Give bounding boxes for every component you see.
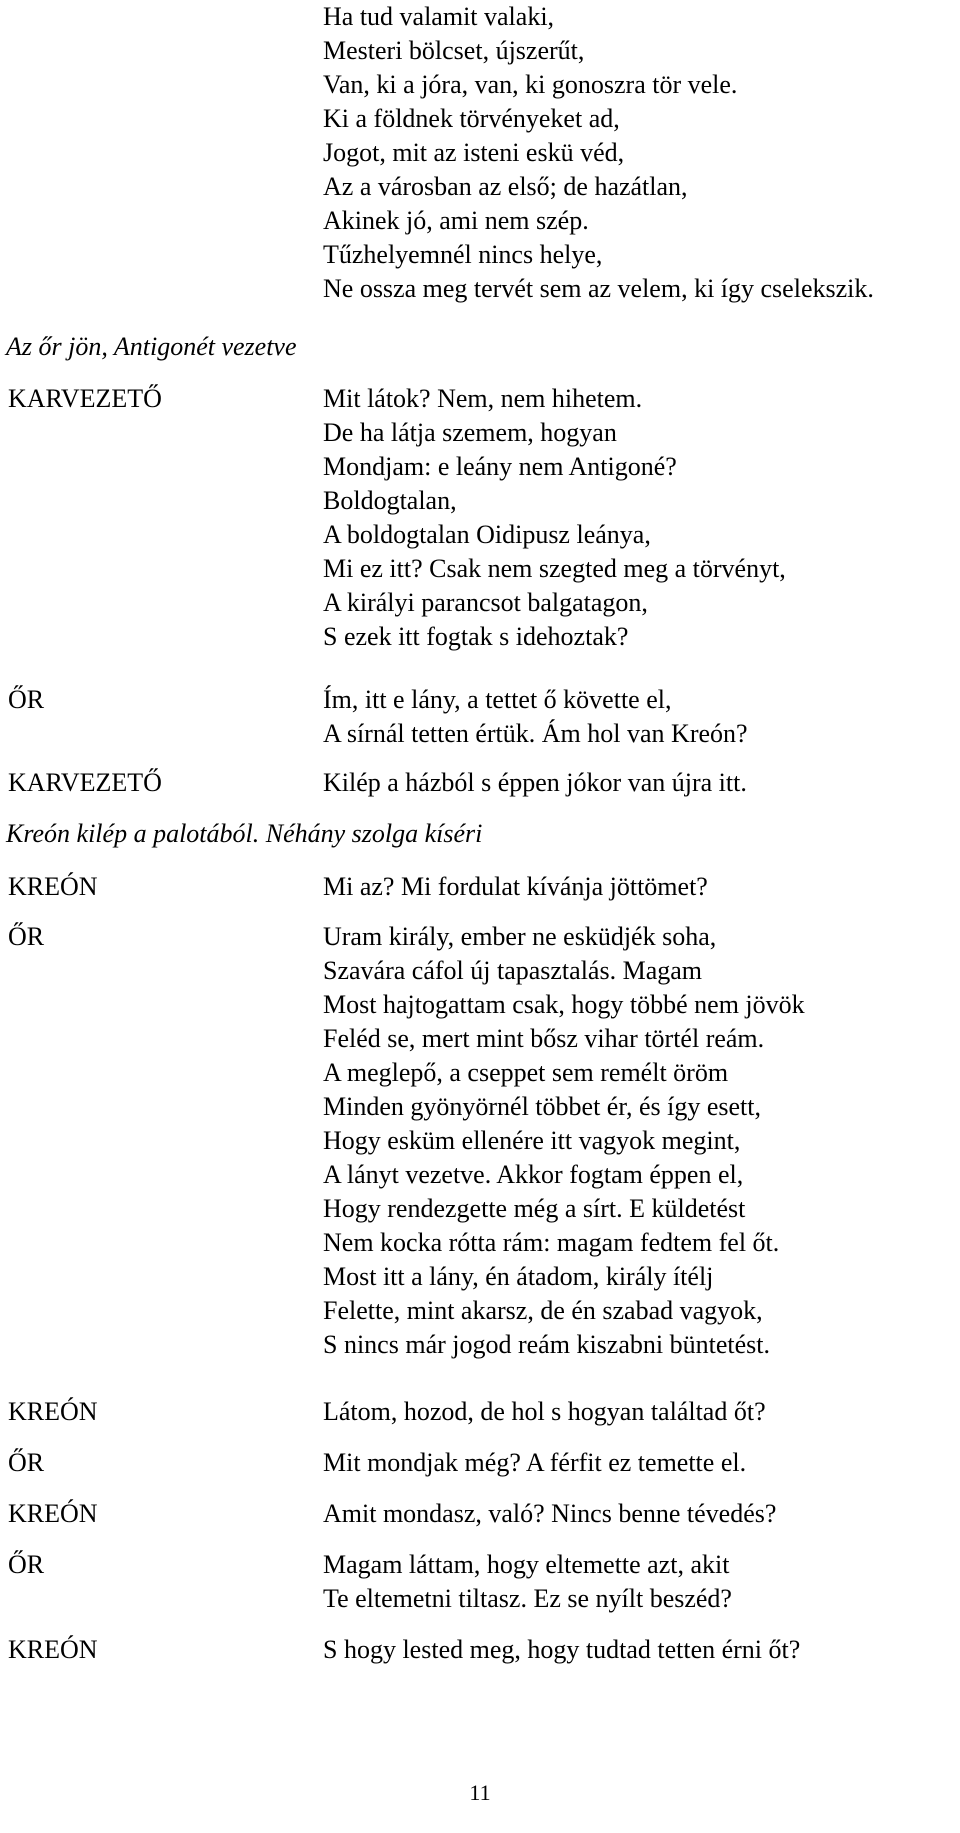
speech-line: A boldogtalan Oidipusz leánya, xyxy=(323,520,651,549)
speech-line: Mi ez itt? Csak nem szegted meg a törvényt, xyxy=(323,554,786,583)
speech-text xyxy=(323,920,943,1362)
speech-line: Most hajtogattam csak, hogy többé nem jövök xyxy=(323,990,805,1019)
speech-line: Boldogtalan, xyxy=(323,486,457,515)
speech-line: Mit látok? Nem, nem hihetem. xyxy=(323,384,643,413)
speech-line: S ezek itt fogtak s idehoztak? xyxy=(323,622,629,651)
speaker-name: KREÓN xyxy=(8,1499,98,1528)
speech-text xyxy=(323,1548,943,1616)
speech-line: Mit mondjak még? A férfit ez temette el. xyxy=(323,1448,747,1477)
verse-line: Jogot, mit az isteni eskü véd, xyxy=(323,138,625,167)
verse-line: Ha tud valamit valaki, xyxy=(323,2,555,31)
page-number: 11 xyxy=(469,1780,491,1805)
speech-text xyxy=(323,683,943,751)
speaker-name: ŐR xyxy=(8,1448,45,1477)
speech-line: Látom, hozod, de hol s hogyan találtad őt? xyxy=(323,1397,766,1426)
speech-line: A meglepő, a cseppet sem remélt öröm xyxy=(323,1058,729,1087)
speech-line: Hogy esküm ellenére itt vagyok megint, xyxy=(323,1126,741,1155)
speech-line: De ha látja szemem, hogyan xyxy=(323,418,617,447)
speech-text xyxy=(323,382,943,654)
speaker-name: ŐR xyxy=(8,1550,45,1579)
speaker-name: KREÓN xyxy=(8,1635,98,1664)
speech-line: Te eltemetni tiltasz. Ez se nyílt beszéd? xyxy=(323,1584,732,1613)
verse-line: Az a városban az első; de hazátlan, xyxy=(323,172,688,201)
speech-line: Szavára cáfol új tapasztalás. Magam xyxy=(323,956,702,985)
speech-line: A királyi parancsot balgatagon, xyxy=(323,588,648,617)
speech-line: Minden gyönyörnél többet ér, és így esett, xyxy=(323,1092,761,1121)
speech-line: A lányt vezetve. Akkor fogtam éppen el, xyxy=(323,1160,744,1189)
opening-verse xyxy=(323,0,943,306)
speaker-name: KREÓN xyxy=(8,872,98,901)
speech-text xyxy=(323,1633,943,1667)
verse-line: Tűzhelyemnél nincs helye, xyxy=(323,240,603,269)
speech-line: Most itt a lány, én átadom, király ítélj xyxy=(323,1262,714,1291)
speech-line: Feléd se, mert mint bősz vihar törtél reám. xyxy=(323,1024,765,1053)
speech-text xyxy=(323,1395,943,1429)
speech-line: Hogy rendezgette még a sírt. E küldetést xyxy=(323,1194,746,1223)
speech-line: Nem kocka rótta rám: magam fedtem fel őt. xyxy=(323,1228,780,1257)
speech-text xyxy=(323,766,943,800)
speech-line: Kilép a házból s éppen jókor van újra itt. xyxy=(323,768,747,797)
speaker-name: KARVEZETŐ xyxy=(8,384,162,413)
speech-line: S nincs már jogod reám kiszabni büntetést. xyxy=(323,1330,770,1359)
stage-direction: Az őr jön, Antigonét vezetve xyxy=(6,332,297,361)
speech-line: Magam láttam, hogy eltemette azt, akit xyxy=(323,1550,730,1579)
verse-line: Akinek jó, ami nem szép. xyxy=(323,206,589,235)
speaker-name: ŐR xyxy=(8,685,45,714)
verse-line: Ne ossza meg tervét sem az velem, ki így cselekszik. xyxy=(323,274,874,303)
speech-line: Amit mondasz, való? Nincs benne tévedés? xyxy=(323,1499,777,1528)
speaker-name: ŐR xyxy=(8,922,45,951)
stage-direction: Kreón kilép a palotából. Néhány szolga kíséri xyxy=(6,819,483,848)
verse-line: Mesteri bölcset, újszerűt, xyxy=(323,36,585,65)
speaker-name: KARVEZETŐ xyxy=(8,768,162,797)
speech-line: Mondjam: e leány nem Antigoné? xyxy=(323,452,677,481)
speech-line: Felette, mint akarsz, de én szabad vagyok, xyxy=(323,1296,763,1325)
speech-line: Ím, itt e lány, a tettet ő követte el, xyxy=(323,685,672,714)
speech-line: Uram király, ember ne esküdjék soha, xyxy=(323,922,717,951)
speaker-name: KREÓN xyxy=(8,1397,98,1426)
speech-text xyxy=(323,1446,943,1480)
speech-text xyxy=(323,1497,943,1531)
verse-line: Ki a földnek törvényeket ad, xyxy=(323,104,620,133)
speech-line: Mi az? Mi fordulat kívánja jöttömet? xyxy=(323,872,708,901)
verse-line: Van, ki a jóra, van, ki gonoszra tör vele. xyxy=(323,70,738,99)
speech-line: S hogy lested meg, hogy tudtad tetten érni őt? xyxy=(323,1635,801,1664)
speech-text xyxy=(323,870,943,904)
speech-line: A sírnál tetten értük. Ám hol van Kreón? xyxy=(323,719,748,748)
